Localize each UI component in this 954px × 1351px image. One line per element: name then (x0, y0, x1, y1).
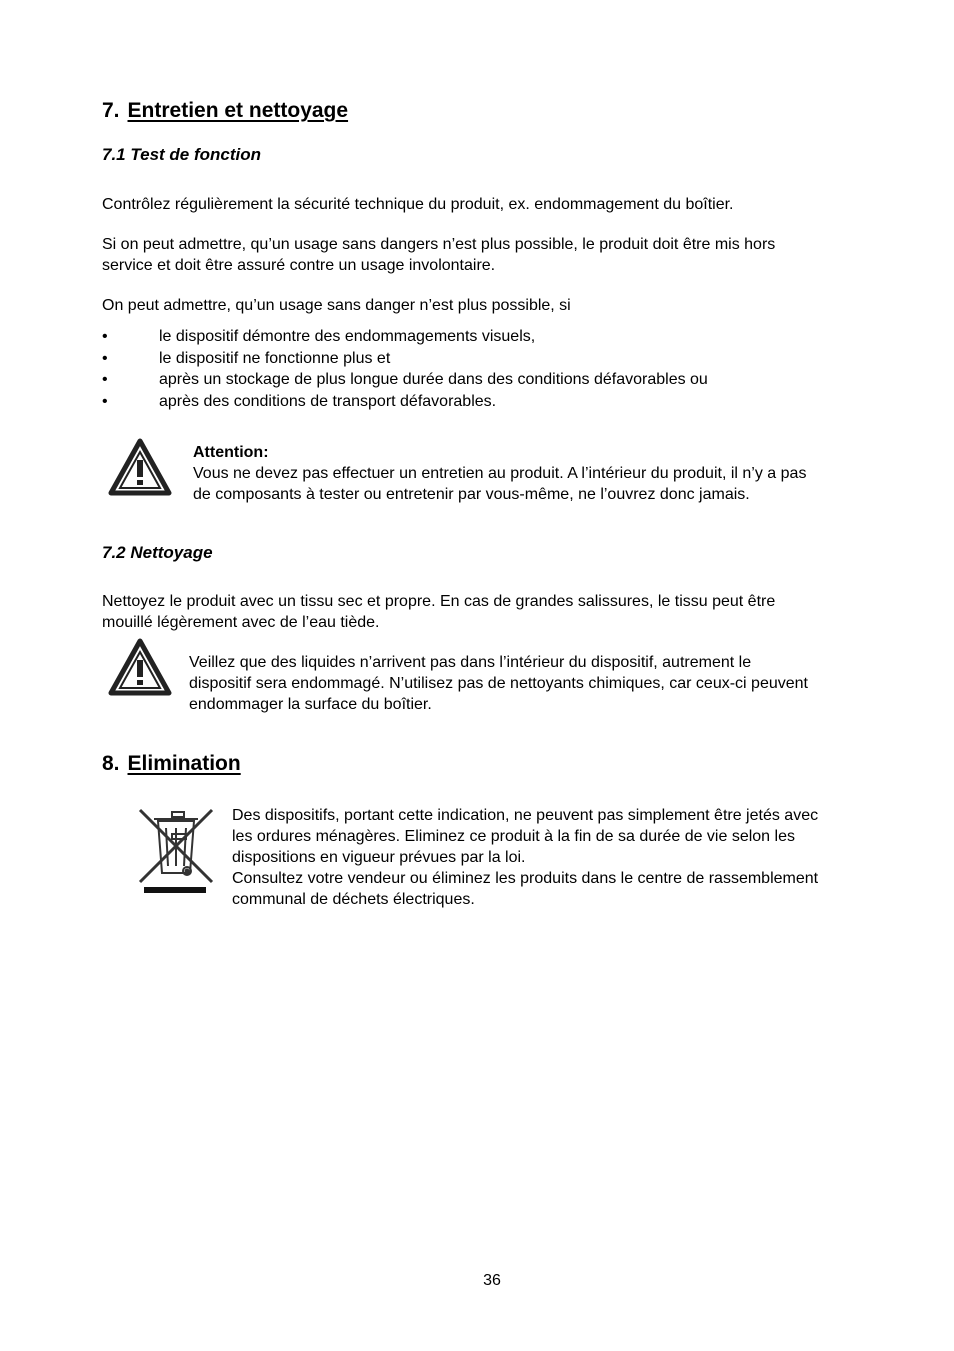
section-title: Elimination (127, 752, 241, 775)
bullet-glyph: • (102, 392, 108, 410)
paragraph: On peut admettre, qu’un usage sans danger n’est plus possible, si (102, 297, 571, 314)
bullet-list (102, 326, 708, 412)
warning-line: Vous ne devez pas effectuer un entretien au produit. A l’intérieur du produit, il n’y a pas (193, 465, 807, 482)
disposal-line: dispositions en vigueur prévues par la loi. (232, 849, 526, 866)
list-item (102, 348, 708, 370)
section-number: 7. (102, 99, 120, 122)
subsection-7-2-heading: 7.2 Nettoyage (102, 543, 213, 562)
bullet-glyph: • (102, 349, 108, 367)
list-item-text: le dispositif ne fonctionne plus et (159, 349, 391, 367)
section-8-heading (102, 752, 241, 776)
disposal-line: communal de déchets électriques. (232, 891, 475, 908)
bullet-glyph: • (102, 371, 108, 388)
warning-line: Veillez que des liquides n’arrivent pas dans l’intérieur du dispositif, autrement le (189, 654, 752, 671)
paragraph-line: Si on peut admettre, qu’un usage sans dangers n’est plus possible, le produit doit être mis hors (102, 236, 776, 253)
paragraph (102, 591, 775, 633)
warning-note (193, 442, 806, 505)
paragraph (102, 234, 775, 276)
section-number: 8. (102, 752, 120, 775)
list-item (102, 391, 708, 413)
disposal-line: Consultez votre vendeur ou éliminez les produits dans le centre de rassemblement (232, 870, 819, 887)
warning-label: Attention: (193, 444, 269, 461)
bullet-glyph: • (102, 328, 108, 345)
warning-line: dispositif sera endommagé. N’utilisez pas de nettoyants chimiques, car ceux-ci peuvent (189, 675, 808, 692)
paragraph: Contrôlez régulièrement la sécurité technique du produit, ex. endommagement du boîtier. (102, 196, 734, 213)
warning-triangle-icon (108, 438, 172, 496)
list-item-text: le dispositif démontre des endommagements visuels, (159, 328, 536, 345)
crossed-out-bin-icon (136, 806, 216, 896)
disposal-line: Des dispositifs, portant cette indication, ne peuvent pas simplement être jetés avec (232, 807, 819, 824)
subsection-7-1-heading: 7.1 Test de fonction (102, 145, 262, 164)
paragraph-line: service et doit être assuré contre un usage involontaire. (102, 257, 496, 274)
list-item (102, 326, 708, 348)
warning-note (189, 652, 808, 715)
disposal-line: les ordures ménagères. Eliminez ce produit à la fin de sa durée de vie selon les (232, 828, 795, 845)
warning-line: de composants à tester ou entretenir par vous-même, ne l’ouvrez donc jamais. (193, 486, 750, 503)
paragraph-line: Nettoyez le produit avec un tissu sec et propre. En cas de grandes salissures, le tissu peut être (102, 593, 776, 610)
list-item (102, 369, 708, 391)
page-number: 36 (483, 1272, 501, 1289)
disposal-text (232, 805, 818, 910)
list-item-text: après des conditions de transport défavorables. (159, 392, 497, 410)
warning-triangle-icon (108, 638, 172, 696)
section-7-heading (102, 99, 348, 123)
list-item-text: après un stockage de plus longue durée dans des conditions défavorables ou (159, 371, 708, 388)
warning-line: endommager la surface du boîtier. (189, 696, 432, 713)
paragraph-line: mouillé légèrement avec de l’eau tiède. (102, 614, 380, 631)
section-title: Entretien et nettoyage (127, 99, 349, 122)
